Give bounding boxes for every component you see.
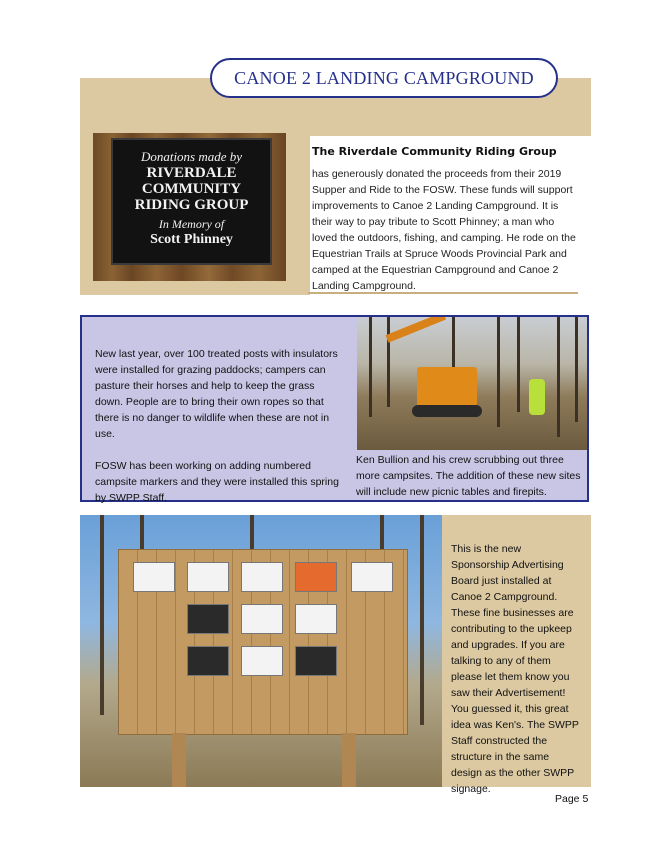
- donation-sign: [111, 138, 272, 265]
- sign-line: RIDING GROUP: [134, 197, 249, 213]
- sponsorship-board-photo: [80, 515, 442, 787]
- divider: [308, 292, 578, 294]
- paragraph: FOSW has been working on adding numbered campsite markers and they were installed this spring by SWPP Staff.: [95, 460, 339, 504]
- page-title: CANOE 2 LANDING CAMPGROUND: [210, 58, 558, 98]
- photo-caption: Ken Bullion and his crew scrubbing out three more campsites. The addition of these new sites will include new picnic tables and firepits.: [356, 454, 581, 498]
- sign-line: RIVERDALE: [146, 165, 237, 181]
- sign-line: Scott Phinney: [150, 232, 233, 247]
- section1-heading: The Riverdale Community Riding Group: [312, 145, 557, 158]
- sign-line: COMMUNITY: [141, 181, 242, 197]
- paragraph: New last year, over 100 treated posts with insulators were installed for grazing paddocks; campers can pasture their horses and help to keep the grass down. People are to bring their own ropes so that there is no danger to wildlife when these are not in use.: [95, 348, 338, 440]
- section1-body: has generously donated the proceeds from their 2019 Supper and Ride to the FOSW. These funds will support improvements to Canoe 2 Landing Campground. It is their way to pay tribute to Scott Phinney; a man who loved the outdoors, fishing, and camping. He rode on the Equestrian Trails at Spruce Woods Provincial Park and camped at the Equestrian Campground and Canoe 2 Landing Campground.: [312, 168, 576, 292]
- page-number: Page 5: [555, 793, 589, 805]
- advertising-board: [118, 549, 408, 735]
- sign-line: In Memory of: [158, 217, 225, 231]
- section2-text: [95, 346, 345, 522]
- sign-line: Donations made by: [140, 149, 243, 164]
- excavator-photo: [357, 317, 587, 450]
- section3-text: This is the new Sponsorship Advertising Board just installed at Canoe 2 Campground. These fine businesses are contributing to the upkeep and upgrades. If you are talking to any of them please let them know you saw their Advertisement! You guessed it, this great idea was Ken's. The SWPP Staff constructed the structure in the same design as the other SWPP signage.: [451, 543, 579, 795]
- section1-text: [312, 145, 580, 294]
